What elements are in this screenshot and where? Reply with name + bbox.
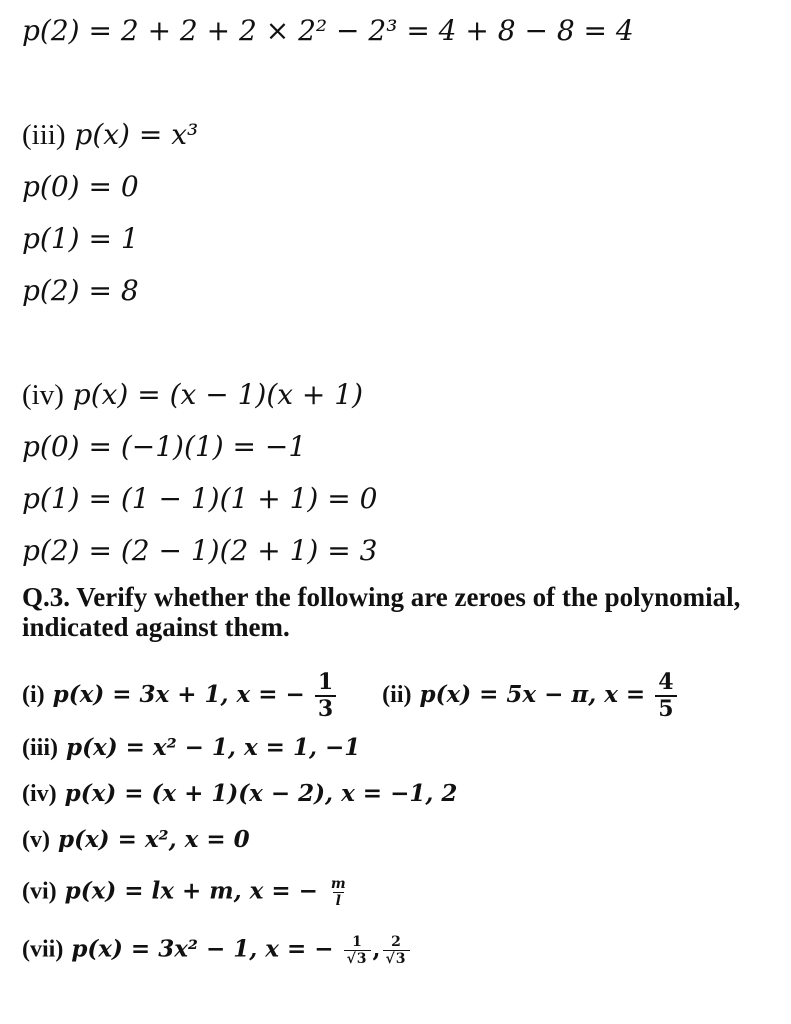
question-item: (vii) p(x) = 3x² − 1, x = − $\frac{1}{√3}$ , $\frac{2}{√3}$ — [22, 934, 412, 967]
fraction: $\frac{m}{l}$ — [330, 876, 346, 910]
solution-line-p2: p(2) = 8 — [22, 274, 139, 307]
fraction: $\frac{2}{√3}$ — [383, 934, 410, 967]
solution-line-p1: p(1) = (1 − 1)(1 + 1) = 0 — [22, 482, 378, 515]
question-heading: Q.3. Verify whether the following are zeroes of the polynomial, indicated against them. — [22, 582, 741, 642]
question-item: (iv) p(x) = (x + 1)(x − 2), x = −1, 2 — [22, 780, 458, 807]
part-expression: p(x) = (x − 1)(x + 1) — [72, 378, 364, 411]
solution-line-p2: p(2) = 2 + 2 + 2 × 2² − 2³ = 4 + 8 − 8 = 4 — [22, 14, 634, 47]
solution-line-p0: p(0) = (−1)(1) = −1 — [22, 430, 307, 463]
question-item: (ii) p(x) = 5x − π, x = $\frac{4}{5}$ — [382, 681, 678, 708]
question-item: (iii) p(x) = x² − 1, x = 1, −1 — [22, 734, 361, 761]
question-item: (i) p(x) = 3x + 1, x = − $\frac{1}{3}$ — [22, 681, 346, 708]
fraction: $\frac{1}{3}$ — [315, 670, 336, 723]
solution-line-p0: p(0) = 0 — [22, 170, 139, 203]
question-item: (v) p(x) = x², x = 0 — [22, 826, 250, 853]
question-items-row — [22, 670, 679, 723]
solution-part-iv — [22, 378, 363, 412]
solution-line-p1: p(1) = 1 — [22, 222, 139, 255]
part-label: (iv) — [22, 379, 64, 411]
solution-line-p2: p(2) = (2 − 1)(2 + 1) = 3 — [22, 534, 378, 567]
fraction: $\frac{4}{5}$ — [655, 670, 676, 723]
part-expression: p(x) = x³ — [74, 118, 199, 151]
question-item: (vi) p(x) = lx + m, x = − $\frac{m}{l}$ — [22, 876, 351, 909]
solution-part-iii — [22, 118, 198, 152]
part-label: (iii) — [22, 119, 66, 151]
fraction: $\frac{1}{√3}$ — [344, 934, 371, 967]
